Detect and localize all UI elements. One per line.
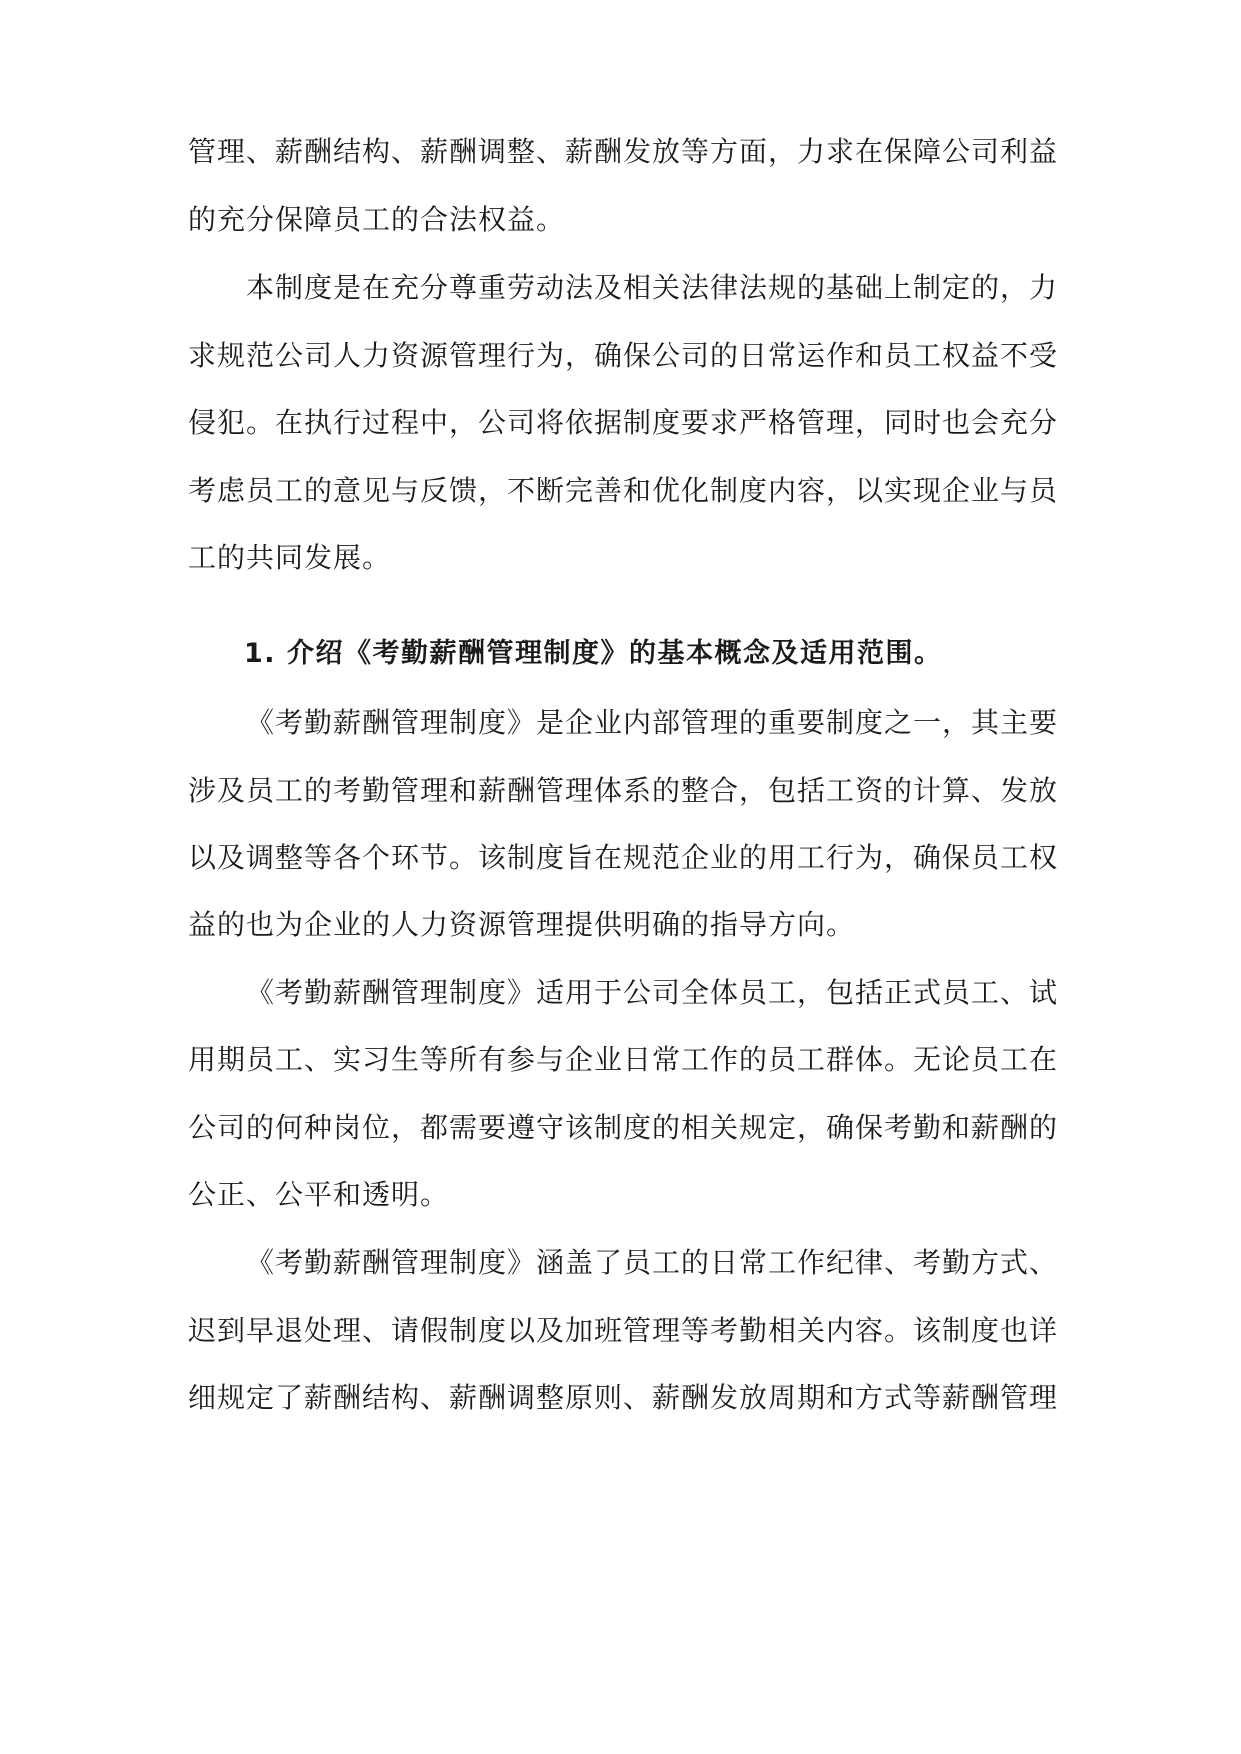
paragraph-line: 工的共同发展。 [188,541,392,574]
paragraph-line: 涉及员工的考勤管理和薪酬管理体系的整合，包括工资的计算、发放 [188,774,1059,807]
paragraph-line: 公正、公平和透明。 [188,1178,450,1211]
paragraph-line: 用期员工、实习生等所有参与企业日常工作的员工群体。无论员工在 [188,1043,1059,1076]
paragraph-line: 侵犯。在执行过程中，公司将依据制度要求严格管理，同时也会充分 [188,406,1059,439]
paragraph-line: 本制度是在充分尊重劳动法及相关法律法规的基础上制定的，力 [246,271,1059,304]
paragraph-line: 管理、薪酬结构、薪酬调整、薪酬发放等方面，力求在保障公司利益 [188,135,1059,168]
paragraph-line: 求规范公司人力资源管理行为，确保公司的日常运作和员工权益不受 [188,339,1059,372]
paragraph-line: 益的也为企业的人力资源管理提供明确的指导方向。 [188,908,856,941]
paragraph-line: 《考勤薪酬管理制度》是企业内部管理的重要制度之一，其主要 [246,706,1059,739]
paragraph-line: 《考勤薪酬管理制度》适用于公司全体员工，包括正式员工、试 [246,976,1059,1009]
paragraph-line: 的充分保障员工的合法权益。 [188,203,566,236]
paragraph-line: 《考勤薪酬管理制度》涵盖了员工的日常工作纪律、考勤方式、 [246,1246,1059,1279]
paragraph-line: 公司的何种岗位，都需要遵守该制度的相关规定，确保考勤和薪酬的 [188,1111,1059,1144]
paragraph-line: 迟到早退处理、请假制度以及加班管理等考勤相关内容。该制度也详 [188,1314,1059,1347]
paragraph-line: 以及调整等各个环节。该制度旨在规范企业的用工行为，确保员工权 [188,841,1059,874]
paragraph-line: 考虑员工的意见与反馈，不断完善和优化制度内容，以实现企业与员 [188,474,1059,507]
section-heading: 1. 介绍《考勤薪酬管理制度》的基本概念及适用范围。 [244,638,943,669]
paragraph-line: 细规定了薪酬结构、薪酬调整原则、薪酬发放周期和方式等薪酬管理 [188,1381,1059,1414]
